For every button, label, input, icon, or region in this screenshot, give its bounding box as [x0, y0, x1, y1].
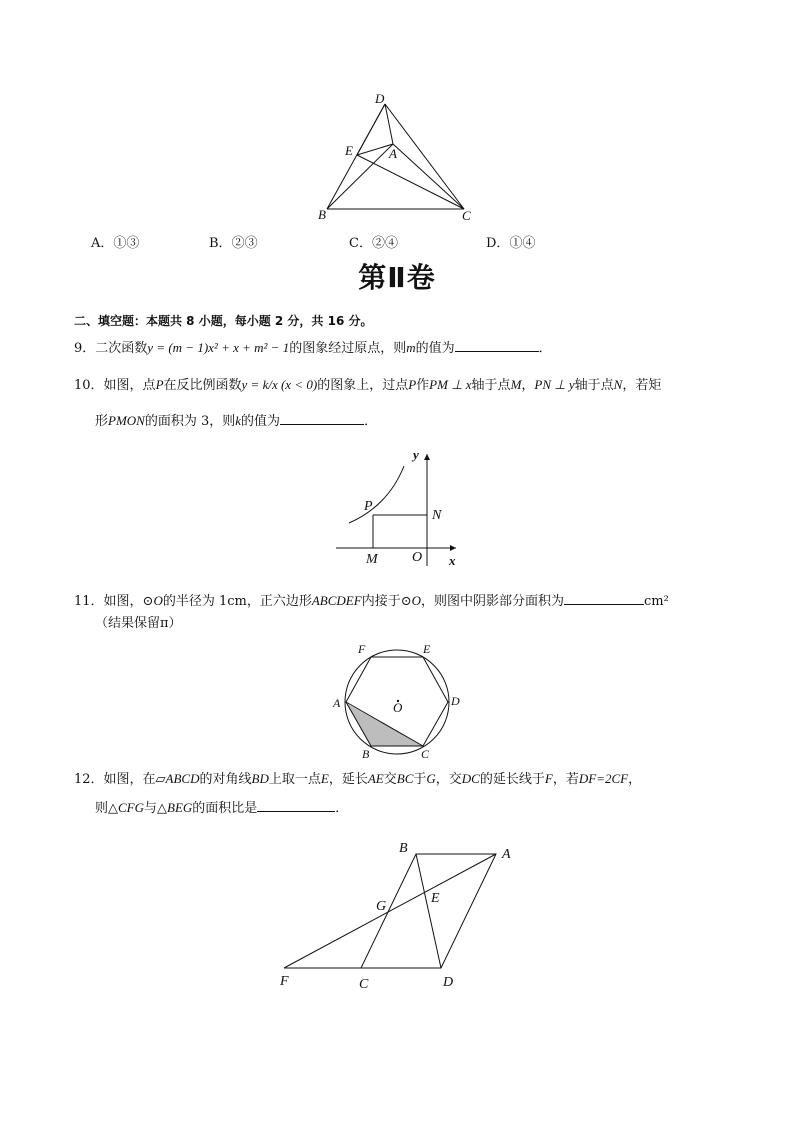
q9-formula: y = (m − 1)x² + x + m² − 1	[147, 340, 290, 355]
q10-text-j: 的面积为 3，则	[144, 414, 236, 429]
option-c-value: ②④	[371, 236, 398, 251]
q12-e: E	[320, 771, 329, 786]
q10-text-c: 的图象上，过点	[317, 378, 409, 393]
q10-text-k: 的值为	[241, 414, 281, 429]
q10-answer-blank[interactable]	[280, 410, 364, 425]
q12-tail: ．	[335, 801, 349, 816]
q12-dc: DC	[461, 771, 480, 786]
label-e: E	[431, 891, 440, 906]
q12-text-h: 的延长线于	[479, 772, 545, 787]
q10-p: P	[155, 377, 164, 392]
q11-answer-blank[interactable]	[564, 590, 644, 605]
label-f: F	[358, 642, 366, 656]
q12-f: F	[544, 771, 553, 786]
q11-o: O	[153, 593, 163, 608]
label-d: D	[443, 975, 454, 990]
label-d: D	[451, 694, 460, 708]
q12-bd: BD	[251, 771, 269, 786]
q10-n: N	[613, 377, 623, 392]
q12-cfg: CFG	[118, 800, 144, 815]
q12-text-k: 则△	[95, 801, 118, 816]
q11-text-b: 的半径为 1cm，正六边形	[162, 594, 312, 609]
option-a-letter: A．	[91, 236, 114, 251]
q10-text-h: ，若矩	[622, 378, 662, 393]
q12-text-f: 于	[413, 772, 427, 787]
q12-text-b: 的对角线	[199, 772, 252, 787]
q10-m: M	[510, 377, 522, 392]
q12-ae: AE	[367, 771, 384, 786]
option-c-letter: C．	[349, 236, 372, 251]
label-b: B	[399, 841, 408, 856]
q9-number: 9．	[74, 341, 96, 356]
q12-text-g: ，交	[435, 772, 462, 787]
label-b: B	[362, 747, 370, 761]
q11-hex: ABCDEF	[311, 593, 362, 608]
label-c: C	[462, 208, 471, 223]
q9-pre: 二次函数	[95, 341, 148, 356]
question-11-line2	[95, 614, 182, 634]
label-o: O	[393, 700, 403, 715]
label-a: A	[389, 146, 397, 161]
option-c	[349, 232, 398, 251]
label-a: A	[502, 847, 511, 862]
option-a-value: ①③	[113, 236, 140, 251]
q10-text-e: 轴于点	[471, 378, 511, 393]
q9-tail: ．	[538, 341, 552, 356]
option-b	[209, 232, 258, 251]
q12-text-e: 交	[383, 772, 397, 787]
option-d-value: ①④	[509, 236, 536, 251]
label-o: O	[412, 550, 423, 565]
question-10-line2	[95, 410, 377, 432]
q11-text-c: 内接于⊙	[361, 594, 412, 609]
label-b: B	[318, 207, 326, 222]
q12-answer-blank[interactable]	[257, 797, 335, 812]
q9-var: m	[406, 340, 416, 355]
q10-pmon: PMON	[108, 413, 145, 428]
question-12-line2	[95, 797, 348, 819]
q12-beg: BEG	[167, 800, 193, 815]
q12-abcd: ABCD	[165, 771, 200, 786]
label-f: F	[280, 974, 289, 989]
question-12-line1	[74, 769, 641, 790]
question-9	[74, 337, 552, 359]
figure-hyperbola	[330, 445, 465, 570]
q12-bc: BC	[396, 771, 414, 786]
q10-pn: PN ⊥ y	[534, 377, 575, 392]
figure-hexagon	[330, 640, 470, 762]
label-e: E	[423, 642, 431, 656]
q10-text-d: 作	[416, 378, 430, 393]
q9-end: 的值为	[415, 341, 455, 356]
option-d-letter: D．	[486, 236, 510, 251]
q12-g: G	[426, 771, 436, 786]
q9-answer-blank[interactable]	[455, 337, 539, 352]
label-c: C	[359, 977, 369, 992]
q11-text-d: ，则图中阴影部分面积为	[420, 594, 564, 609]
label-y: y	[413, 447, 419, 462]
figure-triangle-dbc	[300, 88, 500, 228]
q12-text-c: 上取一点	[268, 772, 321, 787]
q10-k: k	[235, 413, 242, 428]
q10-text-g: 轴于点	[574, 378, 614, 393]
section-title: 第Ⅱ卷	[358, 261, 436, 294]
label-x: x	[449, 553, 456, 568]
q11-note: （结果保留π）	[95, 616, 182, 631]
q12-text-j: ，	[628, 772, 642, 787]
label-c: C	[421, 747, 430, 761]
option-b-letter: B．	[209, 236, 232, 251]
q12-df: DF=2CF	[578, 771, 629, 786]
option-a	[91, 232, 139, 251]
q12-text-a: 如图，在▱	[103, 772, 166, 787]
q12-text-i: ，若	[552, 772, 579, 787]
q10-text-b: 在反比例函数	[163, 378, 242, 393]
section-heading: 二、填空题：本题共 8 小题，每小题 2 分，共 16 分。	[74, 314, 373, 328]
q11-o2: O	[411, 593, 421, 608]
q12-text-l: 与△	[144, 801, 167, 816]
label-g: G	[376, 899, 387, 914]
q9-post: 的图象经过原点，则	[289, 341, 407, 356]
label-d: D	[375, 91, 385, 106]
q11-number: 11．	[74, 594, 104, 609]
label-p: P	[364, 499, 373, 514]
figure-parallelogram	[270, 830, 520, 995]
option-b-value: ②③	[231, 236, 258, 251]
q10-p2: P	[408, 377, 417, 392]
q11-text-a: 如图，⊙	[103, 594, 154, 609]
q10-text-i: 形	[95, 414, 109, 429]
label-e: E	[345, 143, 353, 158]
q10-number: 10．	[74, 378, 104, 393]
q10-text-f: ，	[521, 378, 535, 393]
label-n: N	[432, 508, 442, 523]
label-a: A	[333, 696, 341, 710]
label-m: M	[366, 552, 378, 567]
q12-number: 12．	[74, 772, 104, 787]
q12-text-d: ，延长	[328, 772, 368, 787]
q10-text-a: 如图，点	[103, 378, 156, 393]
question-10-line1	[74, 375, 661, 396]
q10-pm: PM ⊥ x	[429, 377, 472, 392]
q11-unit: cm²	[644, 594, 669, 609]
q10-tail: ．	[364, 414, 378, 429]
option-d	[486, 232, 535, 251]
q10-function: y = k/x (x < 0)	[241, 377, 318, 392]
q12-text-m: 的面积比是	[192, 801, 258, 816]
question-11-line1	[74, 590, 669, 612]
